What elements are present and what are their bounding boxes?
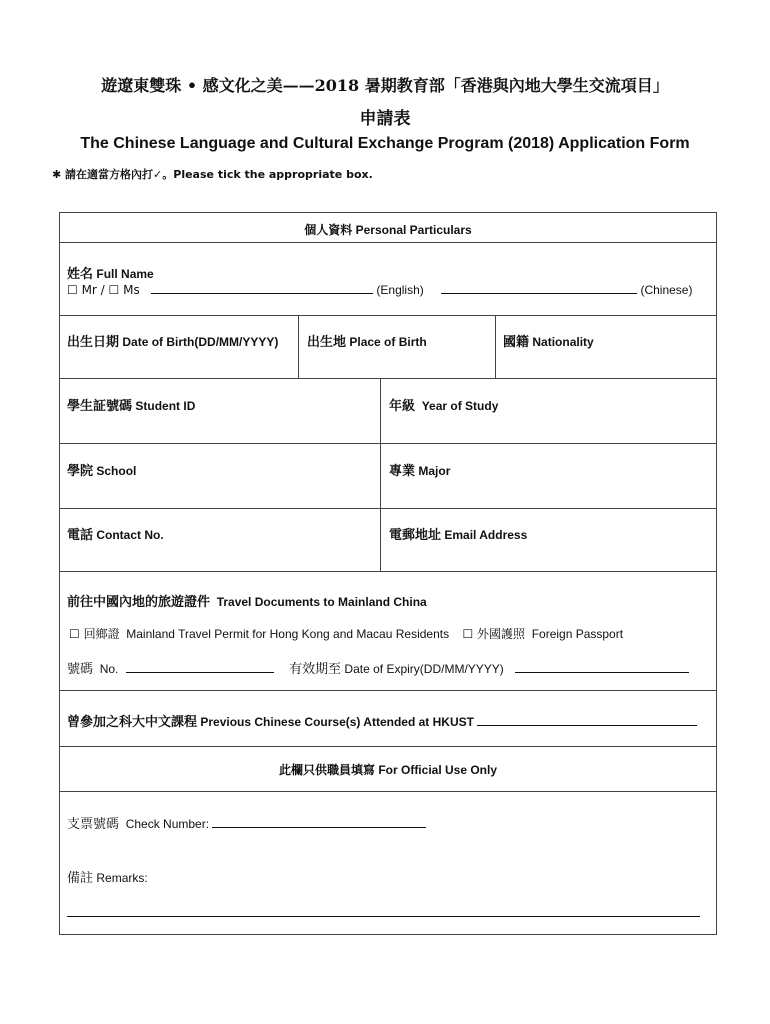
home-return-permit-checkbox[interactable]: ☐ 回鄉證 [69,627,120,641]
major-label: 專業 Major [389,464,451,479]
row-divider [60,443,716,444]
row-divider [60,242,716,243]
title-checkboxes[interactable]: ☐ Mr / ☐ Ms [67,283,140,297]
check-number-row: 支票號碼 Check Number: [67,813,426,832]
travel-document-options: ☐ 回鄉證 Mainland Travel Permit for Hong Kong and Macau Residents ☐ 外國護照 Foreign Passport [69,627,624,641]
instruction-note: ✱ 請在適當方格內打✓。Please tick the appropriate box. [52,168,373,181]
check-number-field[interactable] [212,816,426,828]
foreign-passport-checkbox[interactable]: ☐ 外國護照 [462,627,526,641]
chinese-name-field[interactable] [441,282,637,294]
document-number-field[interactable] [126,661,274,673]
year-of-study-label: 年級 Year of Study [389,399,499,414]
school-label: 學院 School [67,464,137,479]
email-address-label: 電郵地址 Email Address [389,528,528,543]
remarks-field[interactable] [67,916,700,917]
previous-course-field[interactable] [477,714,697,726]
title-chinese: 遊遼東雙珠 • 感文化之美——2018 暑期教育部「香港與內地大學生交流項目」 [101,76,669,95]
subtitle-application-form: 申請表 [359,109,411,129]
travel-document-number-row: 號碼 No. 有效期至 Date of Expiry(DD/MM/YYYY) [67,658,689,677]
row-divider [60,508,716,509]
remarks-row: 備註 Remarks: [67,871,148,886]
full-name-row: ☐ Mr / ☐ Ms (English) (Chinese) [67,283,693,297]
row-divider [60,746,716,747]
row-divider [60,378,716,379]
full-name-label: 姓名 Full Name [67,267,154,282]
row-divider [60,571,716,572]
column-divider [380,378,381,571]
title-english: The Chinese Language and Cultural Exchange Program (2018) Application Form [80,135,690,152]
row-divider [60,315,716,316]
row-divider [60,791,716,792]
place-of-birth-label: 出生地 Place of Birth [307,335,427,350]
expiry-date-field[interactable] [515,661,689,673]
travel-documents-label: 前往中國內地的旅遊證件 Travel Documents to Mainland China [67,595,427,610]
previous-course-label: 曾參加之科大中文課程 Previous Chinese Course(s) Attended at HKUST [67,711,697,730]
personal-particulars-header: 個人資料 Personal Particulars [304,223,472,237]
form-table [59,212,717,935]
official-use-header: 此欄只供職員填寫 For Official Use Only [278,763,498,777]
nationality-label: 國籍 Nationality [503,335,594,350]
row-divider [60,690,716,691]
english-name-field[interactable] [151,282,373,294]
contact-number-label: 電話 Contact No. [67,528,164,543]
column-divider [298,315,299,378]
student-id-label: 學生証號碼 Student ID [67,399,196,414]
column-divider [495,315,496,378]
date-of-birth-label: 出生日期 Date of Birth(DD/MM/YYYY) [67,335,279,350]
